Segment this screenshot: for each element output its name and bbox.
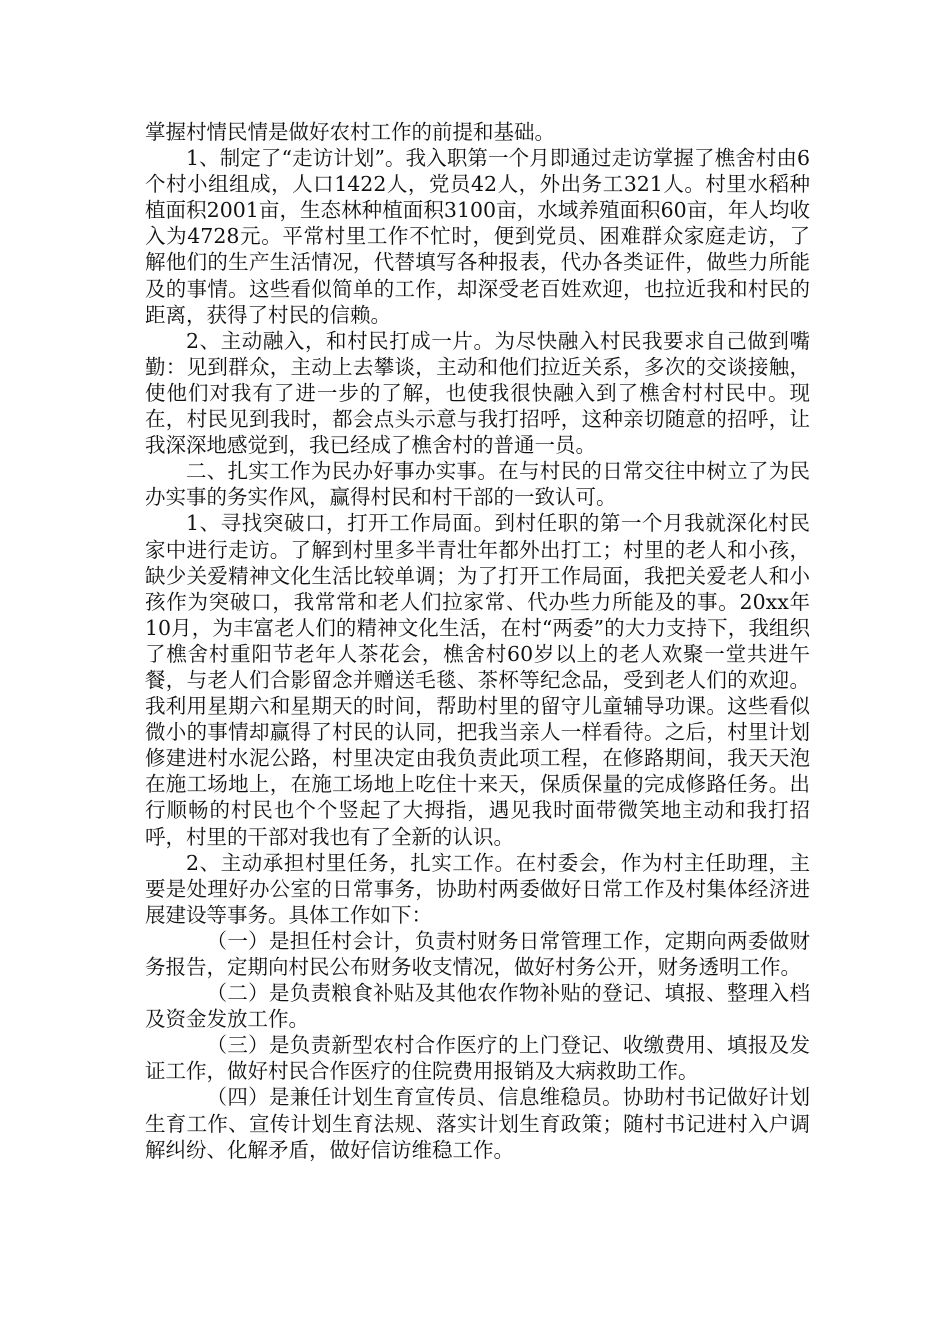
paragraph-task-four: （四）是兼任计划生育宣传员、信息维稳员。协助村书记做好计划生育工作、宣传计划生育法规、落实计划生育政策；随村书记进村入户调解纠纷、化解矛盾，做好信访维稳工作。 — [145, 1085, 810, 1162]
paragraph-task-two: （二）是负责粮食补贴及其他农作物补贴的登记、填报、整理入档及资金发放工作。 — [145, 981, 810, 1032]
document-body — [145, 119, 810, 1163]
paragraph-task-three: （三）是负责新型农村合作医疗的上门登记、收缴费用、填报及发证工作，做好村民合作医疗的住院费用报销及大病救助工作。 — [145, 1033, 810, 1084]
paragraph-intro: 掌握村情民情是做好农村工作的前提和基础。 — [145, 120, 555, 144]
paragraph-visit-plan: 1、制定了“走访计划”。我入职第一个月即通过走访掌握了樵舍村由6个村小组组成，人口1422人，党员42人，外出务工321人。村里水稻种植面积2001亩，生态林种植面积3100亩，水域养殖面积60亩，年人均收入为4728元。平常村里工作不忙时，便到党员、困难群众家庭走访，了解他们的生产生活情况，代替填写各种报表，代办各类证件，做些力所能及的事情。这些看似简单的工作，却深受老百姓欢迎，也拉近我和村民的距离，获得了村民的信赖。 — [145, 146, 810, 327]
paragraph-task-one: （一）是担任村会计，负责村财务日常管理工作，定期向两委做财务报告，定期向村民公布财务收支情况，做好村务公开，财务透明工作。 — [145, 928, 810, 979]
paragraph-section-two: 二、扎实工作为民办好事办实事。在与村民的日常交往中树立了为民办实事的务实作风，赢得村民和村干部的一致认可。 — [145, 459, 810, 510]
paragraph-breakthrough: 1、寻找突破口，打开工作局面。到村任职的第一个月我就深化村民家中进行走访。了解到村里多半青壮年都外出打工；村里的老人和小孩，缺少关爱精神文化生活比较单调；为了打开工作局面，我把关爱老人和小孩作为突破口，我常常和老人们拉家常、代办些力所能及的事。20xx年10月，为丰富老人们的精神文化生活，在村“两委”的大力支持下，我组织了樵舍村重阳节老年人茶花会，樵舍村60岁以上的老人欢聚一堂共进午餐，与老人们合影留念并赠送毛毯、茶杯等纪念品，受到老人们的欢迎。我利用星期六和星期天的时间，帮助村里的留守儿童辅导功课。这些看似微小的事情却赢得了村民的认同，把我当亲人一样看待。之后，村里计划修建进村水泥公路，村里决定由我负责此项工程，在修路期间，我天天泡在施工场地上，在施工场地上吃住十来天，保质保量的完成修路任务。出行顺畅的村民也个个竖起了大拇指，遇见我时面带微笑地主动和我打招呼，村里的干部对我也有了全新的认识。 — [145, 511, 810, 849]
paragraph-tasks: 2、主动承担村里任务，扎实工作。在村委会，作为村主任助理，主要是处理好办公室的日常事务，协助村两委做好日常工作及村集体经济进展建设等事务。具体工作如下： — [145, 850, 810, 927]
paragraph-integrate: 2、主动融入，和村民打成一片。为尽快融入村民我要求自己做到嘴勤：见到群众，主动上去攀谈，主动和他们拉近关系，多次的交谈接触，使他们对我有了进一步的了解，也使我很快融入到了樵舍村村民中。现在，村民见到我时，都会点头示意与我打招呼，这种亲切随意的招呼，让我深深地感觉到，我已经成了樵舍村的普通一员。 — [145, 328, 810, 458]
